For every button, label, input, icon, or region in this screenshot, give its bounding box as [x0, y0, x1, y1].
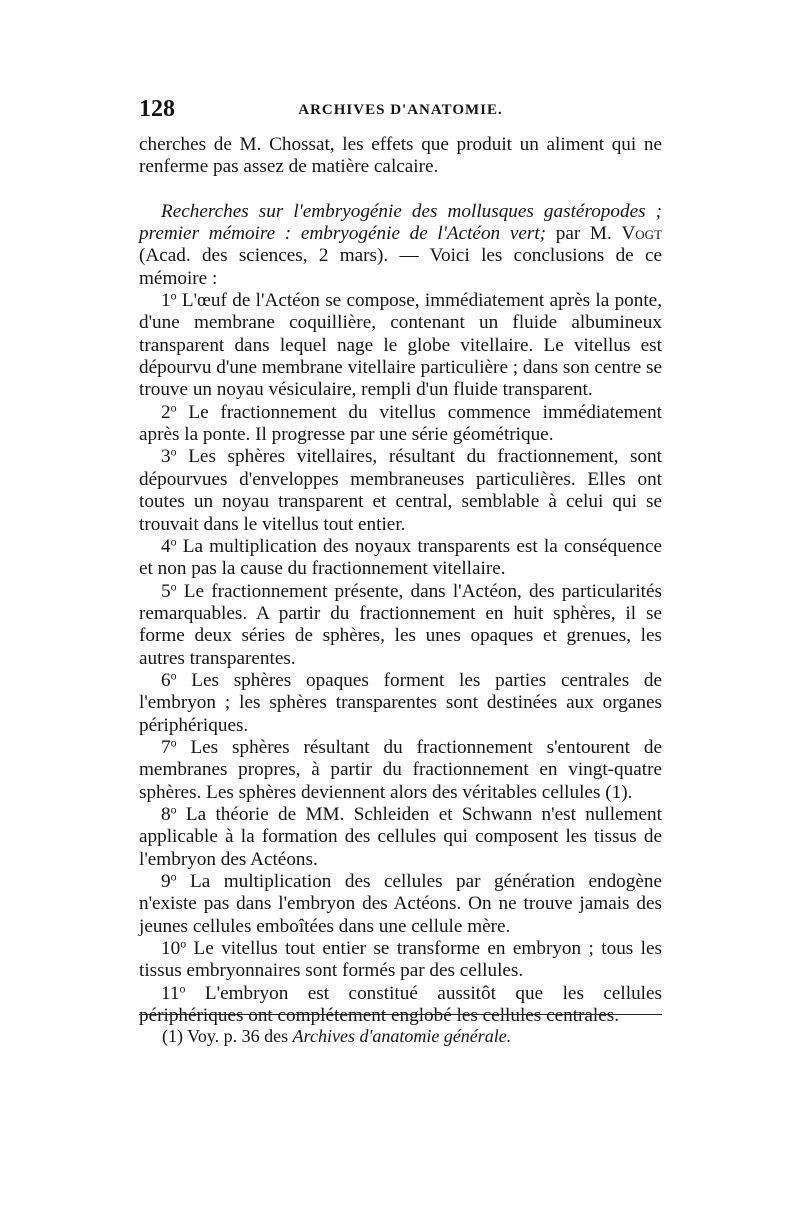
conclusion-text: Le fractionnement du vitellus commence immédiatement après la ponte. Il progresse par une série géométrique.: [139, 401, 662, 446]
article-source: (Acad. des sciences, 2 mars). — Voici les conclusions de ce mémoire :: [139, 245, 662, 289]
conclusion-paragraph: [139, 804, 662, 871]
footnote-rule: [139, 1014, 662, 1015]
page-header: [139, 94, 662, 124]
ordinal-mark: o: [180, 936, 187, 951]
conclusion-text: Les sphères opaques forment les parties centrales de l'embryon ; les sphères transparentes sont destinées aux organes périphériques.: [139, 669, 662, 736]
conclusion-text: Les sphères vitellaires, résultant du fractionnement, sont dépourvues d'enveloppes membraneuses particulières. Elles ont toutes un noyau transparent et central, semblable à celui qui se trouvait dans le vitellus tout entier.: [139, 446, 662, 535]
ordinal-mark: o: [170, 534, 177, 549]
conclusion-number: 9: [161, 871, 171, 892]
conclusion-number: 4: [161, 535, 171, 557]
conclusion-number: 6: [161, 669, 171, 691]
conclusion-paragraph: [139, 670, 662, 737]
ordinal-mark: o: [170, 444, 177, 459]
running-title: ARCHIVES D'ANATOMIE.: [298, 102, 503, 118]
conclusion-number: 7: [161, 736, 171, 758]
footnote: [162, 1025, 662, 1047]
conclusion-text: La multiplication des noyaux transparents est la conséquence et non pas la cause du fractionnement vitellaire.: [139, 535, 662, 580]
conclusion-number: 8: [161, 803, 171, 825]
conclusion-number: 5: [161, 580, 171, 602]
ordinal-mark: o: [170, 735, 177, 750]
conclusion-number: 11: [161, 982, 180, 1004]
conclusion-text: Les sphères résultant du fractionnement s'entourent de membranes propres, à partir du fractionnement en vingt-quatre sphères. Les sphères deviennent alors des véritables cellules (1).: [139, 736, 662, 803]
ordinal-mark: o: [170, 288, 177, 303]
article-by: par M.: [546, 223, 622, 245]
ordinal-mark: o: [170, 869, 177, 884]
conclusion-paragraph: [139, 402, 662, 447]
ordinal-mark: o: [170, 578, 177, 593]
conclusion-number: 3: [161, 446, 171, 468]
article-paragraph: [139, 201, 662, 290]
continuation-paragraph: cherches de M. Chossat, les effets que produit un aliment qui ne renferme pas assez de matière calcaire.: [139, 134, 662, 178]
conclusions-list: [139, 290, 662, 1027]
conclusion-paragraph: [139, 938, 662, 983]
conclusion-text: Le fractionnement présente, dans l'Actéon, des particularités remarquables. A partir du fractionnement en huit sphères, il se forme deux séries de sphères, les unes opaques et grenues, les autres transparentes.: [139, 580, 662, 669]
conclusion-paragraph: [139, 578, 662, 670]
conclusion-text: L'œuf de l'Actéon se compose, immédiatement après la ponte, d'une membrane coquillière, contenant un fluide albumineux transparent dans lequel nage le globe vitellaire. Le vitellus est dépourvu d'une membrane vitellaire particulière ; dans son centre se trouve un noyau vésiculaire, rempli d'un fluide transparent.: [139, 290, 662, 401]
page-number: 128: [139, 96, 175, 122]
conclusion-paragraph: [139, 983, 662, 1028]
article-title: Recherches sur l'embryogénie des mollusques gastéropodes ; premier mémoire : embryogénie de l'Actéon vert;: [139, 200, 662, 245]
footnote-text: (1) Voy. p. 36 des: [162, 1026, 293, 1046]
conclusion-paragraph: [139, 737, 662, 804]
conclusion-number: 10: [161, 938, 181, 960]
conclusion-number: 1: [161, 290, 171, 312]
conclusion-text: L'embryon est constitué aussitôt que les cellules périphériques ont complétement englobé les cellules centrales.: [139, 982, 662, 1027]
conclusion-text: La théorie de MM. Schleiden et Schwann n'est nullement applicable à la formation des cellules qui composent les tissus de l'embryon des Actéons.: [139, 803, 662, 870]
ordinal-mark: o: [179, 981, 186, 996]
conclusion-text: La multiplication des cellules par génération endogène n'existe pas dans l'embryon des Actéons. On ne trouve jamais des jeunes cellules emboîtées dans une cellule mère.: [139, 871, 662, 937]
conclusion-paragraph: [139, 446, 662, 535]
conclusion-paragraph: [139, 290, 662, 402]
conclusion-text: Le vitellus tout entier se transforme en embryon ; tous les tissus embryonnaires sont formés par des cellules.: [139, 938, 662, 982]
article-author: Vogt: [621, 223, 663, 245]
footnote-italic: Archives d'anatomie générale.: [292, 1026, 512, 1046]
conclusion-paragraph: [139, 871, 662, 938]
body-text: [139, 134, 662, 1027]
ordinal-mark: o: [170, 668, 177, 683]
ordinal-mark: o: [170, 400, 177, 415]
ordinal-mark: o: [170, 802, 177, 817]
conclusion-number: 2: [161, 401, 171, 423]
conclusion-paragraph: [139, 536, 662, 581]
